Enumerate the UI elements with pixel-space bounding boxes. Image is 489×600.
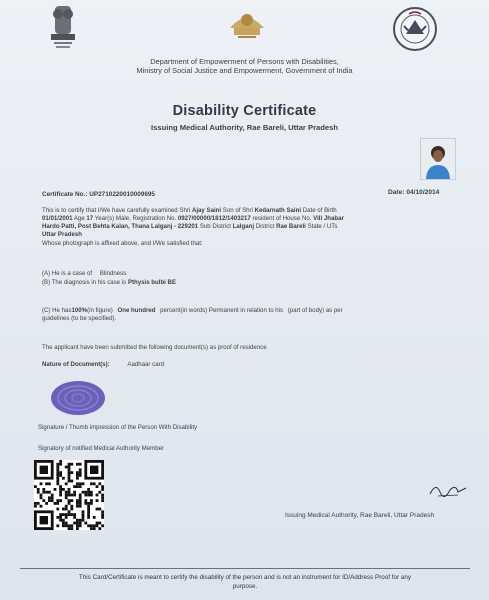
body-text: Sub District — [199, 223, 231, 230]
date-line — [388, 189, 439, 198]
department-line-1: Department of Empowerment of Persons with Disabilities, — [150, 57, 339, 66]
diagnosis-c-rest: percent(in words) Permanent in relation to his — [160, 307, 284, 314]
diagnosis-c-fig: (in figure) — [87, 307, 113, 314]
issuing-authority-subtitle: Issuing Medical Authority, Rae Bareli, Uttar Pradesh — [151, 123, 338, 132]
address-part-2: Hardo Patti, Post Behta Kalan, Thana Lalganj - 229201 — [42, 223, 199, 230]
age-value: 17 — [86, 215, 94, 222]
diagnosis-c-part: (part of body) as per — [287, 307, 343, 314]
signature-icon — [428, 478, 468, 500]
photo-icon — [420, 138, 456, 180]
qr-code-icon — [34, 460, 104, 530]
logo-icon — [226, 6, 268, 40]
diagnosis-c-label: (C) He has — [42, 307, 72, 314]
up-seal-icon — [392, 6, 438, 52]
body-line-4 — [42, 231, 82, 240]
thumbprint-icon — [50, 380, 106, 416]
footer-line-1: This Card/Certificate is meant to certify the disability of the person and is not an instrument for ID/Address Proof for any — [78, 574, 412, 581]
body-text: This is to certify that I/We have carefully examined Shri — [42, 207, 191, 214]
department-line-2: Ministry of Social Justice and Empowerment, Government of India — [136, 66, 353, 75]
nature-of-document — [42, 361, 164, 370]
issuing-authority-signature-label: Issuing Medical Authority, Rae Bareli, Uttar Pradesh — [285, 512, 435, 519]
diagnosis-c-line-2: guidelines (to be specified). — [42, 315, 117, 322]
certificate-number-line — [42, 191, 155, 200]
certificate-no-label: Certificate No.: — [42, 191, 88, 198]
body-text: State / UTs — [307, 223, 338, 230]
body-line-3 — [42, 223, 337, 232]
father-name: Kedarnath Saini — [254, 207, 302, 214]
diagnosis-b — [42, 279, 176, 288]
date-value: 04/10/2014 — [406, 189, 440, 196]
nature-label: Nature of Document(s): — [42, 361, 110, 368]
signatory-label: Signatory of notified Medical Authority Member — [38, 445, 164, 452]
body-text: District — [255, 223, 275, 230]
footer-line-2: purpose. — [232, 583, 258, 590]
body-text: Age — [73, 215, 85, 222]
body-text: Male, Registration No. — [115, 215, 177, 222]
nature-value: Aadhaar card — [127, 361, 165, 368]
diagnosis-b-value: Pthysis bulbi BE — [127, 279, 177, 286]
diagnosis-a-value: Blindness — [99, 270, 127, 277]
diagnosis-b-label: (B) The diagnosis in his case is — [42, 279, 127, 286]
dob-value: 01/01/2001 — [42, 215, 73, 222]
emblem-icon — [46, 4, 80, 50]
state-value: Uttar Pradesh — [42, 231, 82, 238]
certificate-title: Disability Certificate — [172, 103, 317, 119]
date-label: Date: — [388, 189, 405, 196]
body-line-5: Whose photograph is affixed above, and I/We satisfied that: — [42, 240, 203, 247]
signature-label: Signature / Thumb impression of the Person With Disability — [38, 424, 198, 431]
percent-figure: 100% — [71, 307, 88, 314]
body-text: Date of Birth — [302, 207, 337, 214]
registration-number: 0927/00000/1812/1403217 — [177, 215, 251, 222]
body-text: resident of House No. — [252, 215, 312, 222]
diagnosis-a-label: (A) He is a case of — [42, 270, 93, 277]
footer-divider — [20, 568, 470, 569]
person-name: Ajay Saini — [191, 207, 222, 214]
certificate-no-value: UP2710220010009695 — [89, 191, 155, 198]
documents-intro: The applicant have been submitted the following document(s) as proof of residence — [42, 344, 267, 351]
body-text: Son of Shri — [222, 207, 253, 214]
diagnosis-a — [42, 270, 126, 279]
body-text: Year(s) — [94, 215, 115, 222]
percent-words: One hundred — [117, 307, 156, 314]
sub-district-value: Lalganj — [232, 223, 255, 230]
district-value: Rae Bareli — [276, 223, 306, 230]
address-part-1: Vill Jhabar — [313, 215, 344, 222]
